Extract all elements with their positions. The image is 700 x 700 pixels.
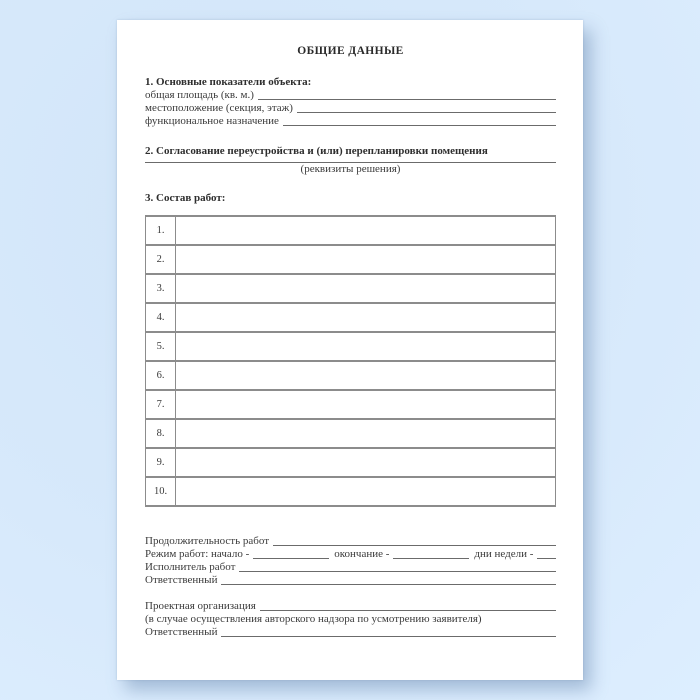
project-organization-label: Проектная организация (145, 600, 256, 612)
row-empty-cell (176, 361, 556, 390)
table-row (146, 245, 556, 274)
project-organization-block (145, 600, 556, 639)
mode-start-blank-line (253, 548, 329, 559)
row-number: 6. (146, 361, 176, 390)
location-label: местоположение (секция, этаж) (145, 102, 293, 114)
row-empty-cell (176, 419, 556, 448)
row-number: 5. (146, 332, 176, 361)
row-number: 8. (146, 419, 176, 448)
approval-caption: (реквизиты решения) (300, 163, 401, 175)
table-row (146, 390, 556, 419)
responsible-label: Ответственный (145, 574, 218, 586)
row-empty-cell (176, 274, 556, 303)
total-area-blank-line (258, 89, 556, 100)
form-title: ОБЩИЕ ДАННЫЕ (297, 45, 404, 57)
field-project-responsible (145, 626, 556, 639)
row-number: 3. (146, 274, 176, 303)
row-empty-cell (176, 477, 556, 506)
row-empty-cell (176, 303, 556, 332)
table-row (146, 448, 556, 477)
section-1 (145, 76, 556, 128)
row-number: 9. (146, 448, 176, 477)
row-empty-cell (176, 448, 556, 477)
mode-start-label: Режим работ: начало - (145, 548, 250, 560)
row-empty-cell (176, 332, 556, 361)
project-organization-blank-line (260, 600, 556, 611)
row-number: 2. (146, 245, 176, 274)
table-row (146, 303, 556, 332)
executor-label: Исполнитель работ (145, 561, 236, 573)
section-2-heading: 2. Согласование переустройства и (или) перепланировки помещения (145, 145, 488, 157)
row-empty-cell (176, 216, 556, 245)
row-number: 4. (146, 303, 176, 332)
works-table (145, 215, 556, 507)
executor-blank-line (239, 561, 556, 572)
field-work-mode (145, 548, 556, 561)
section-1-heading: 1. Основные показатели объекта: (145, 76, 312, 88)
form-page (117, 20, 583, 680)
project-responsible-blank-line (221, 626, 556, 637)
row-number: 10. (146, 477, 176, 506)
field-location (145, 102, 556, 115)
project-organization-note: (в случае осуществления авторского надзора по усмотрению заявителя) (145, 613, 482, 625)
duration-blank-line (273, 535, 556, 546)
field-duration (145, 535, 556, 548)
location-blank-line (297, 102, 556, 113)
form-content (117, 20, 583, 680)
field-functional-purpose (145, 115, 556, 128)
row-empty-cell (176, 390, 556, 419)
table-row (146, 419, 556, 448)
responsible-blank-line (221, 574, 556, 585)
section-3 (145, 192, 556, 507)
table-row (146, 274, 556, 303)
functional-purpose-blank-line (283, 115, 556, 126)
field-project-organization (145, 600, 556, 613)
table-row (146, 477, 556, 506)
total-area-label: общая площадь (кв. м.) (145, 89, 254, 101)
project-responsible-label: Ответственный (145, 626, 218, 638)
duration-label: Продолжительность работ (145, 535, 270, 547)
row-empty-cell (176, 245, 556, 274)
table-row (146, 216, 556, 245)
section-2 (145, 145, 556, 176)
table-row (146, 332, 556, 361)
mode-end-label: окончание - (334, 548, 390, 560)
section-3-heading: 3. Состав работ: (145, 192, 226, 204)
mode-days-blank-line (537, 548, 556, 559)
mode-end-blank-line (393, 548, 469, 559)
row-number: 1. (146, 216, 176, 245)
table-row (146, 361, 556, 390)
row-number: 7. (146, 390, 176, 419)
field-executor (145, 561, 556, 574)
field-responsible (145, 574, 556, 587)
work-details-block (145, 535, 556, 587)
mode-days-label: дни недели - (474, 548, 534, 560)
field-total-area (145, 89, 556, 102)
functional-purpose-label: функциональное назначение (145, 115, 279, 127)
